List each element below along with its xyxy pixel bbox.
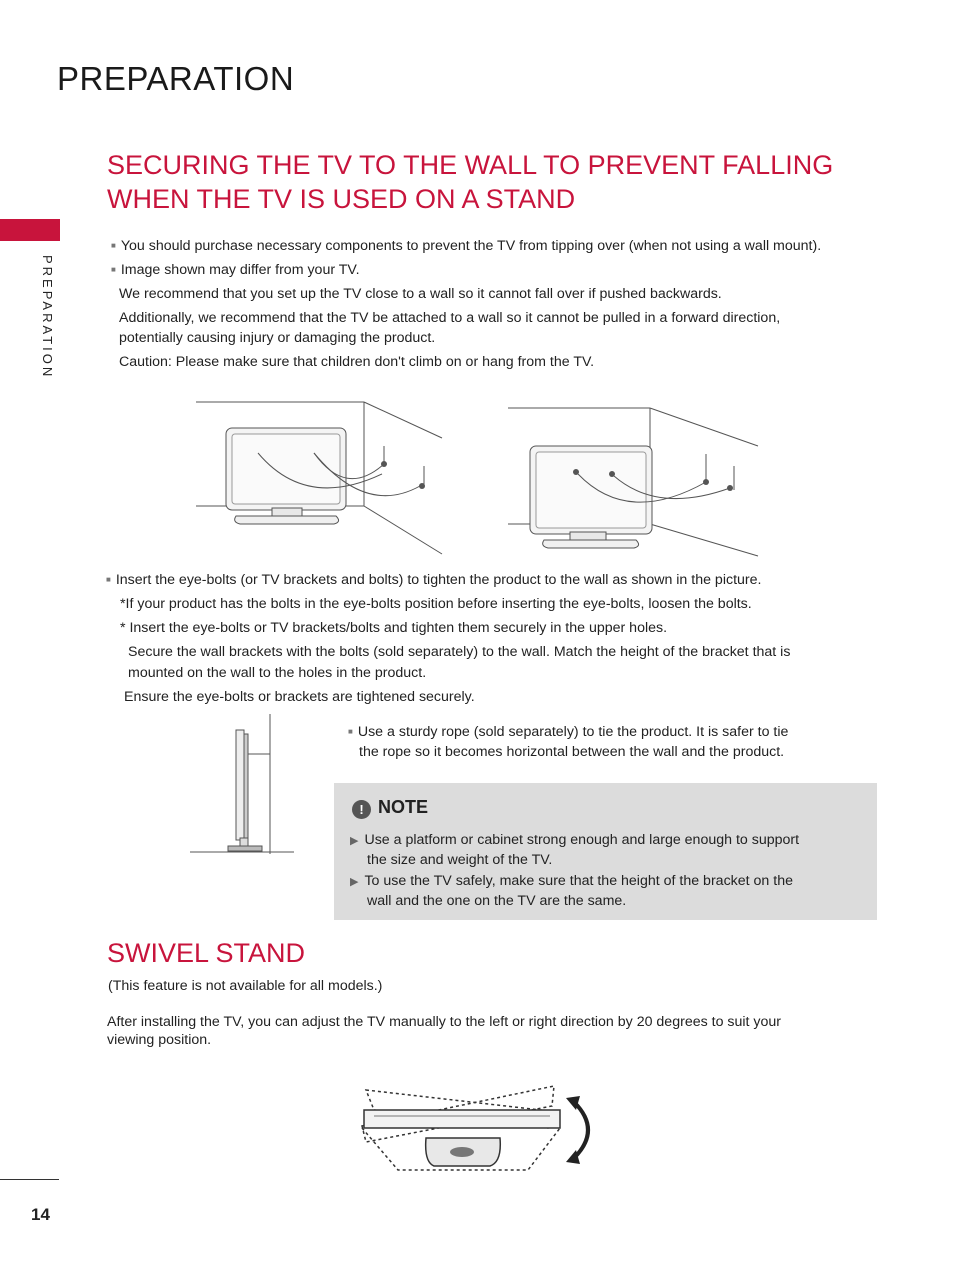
- sub-secure-brackets-line1: Secure the wall brackets with the bolts (sold separately) to the wall. Match the height of the bracket that is: [128, 644, 791, 660]
- tv-wall-illustration-1: [196, 398, 446, 558]
- sub-tighten-upper-holes: * Insert the eye-bolts or TV brackets/bolts and tighten them securely in the upper holes.: [120, 620, 668, 636]
- swivel-para-line2: viewing position.: [107, 1032, 212, 1048]
- triangle-right-icon: ▶: [350, 835, 359, 847]
- para-caution: Caution: Please make sure that children don't climb on or hang from the TV.: [119, 354, 595, 370]
- note-item-1: [350, 830, 799, 851]
- swivel-availability-note: (This feature is not available for all models.): [108, 978, 383, 994]
- section-title-line2: WHEN THE TV IS USED ON A STAND: [107, 184, 576, 214]
- tv-wall-illustration-2: [508, 404, 764, 560]
- side-tab-marker: [0, 219, 60, 241]
- swivel-para-line1: After installing the TV, you can adjust the TV manually to the left or right direction by 20 degrees to suit your: [107, 1014, 782, 1030]
- swivel-stand-illustration: [352, 1082, 604, 1182]
- sub-secure-brackets-line2: mounted on the wall to the holes in the product.: [128, 665, 427, 681]
- para-recommend-wall: We recommend that you set up the TV close to a wall so it cannot fall over if pushed backwards.: [119, 286, 722, 302]
- tv-side-view-illustration: [190, 714, 296, 856]
- side-tab-label: PREPARATION: [40, 255, 55, 380]
- triangle-right-icon: ▶: [350, 876, 359, 888]
- section-title-line1: SECURING THE TV TO THE WALL TO PREVENT FALLING: [107, 150, 834, 180]
- section-title-swivel: SWIVEL STAND: [107, 938, 306, 968]
- exclamation-icon: !: [352, 800, 371, 819]
- bullet-purchase: ■ You should purchase necessary components to prevent the TV from tipping over (when not using a wall mount).: [111, 236, 821, 256]
- para-attach-line2: potentially causing injury or damaging the product.: [119, 330, 436, 346]
- note-item-2-line1: To use the TV safely, make sure that the height of the bracket on the: [364, 873, 793, 889]
- page-title: PREPARATION: [57, 60, 295, 97]
- bullet-insert-eyebolts: ■ Insert the eye-bolts (or TV brackets and bolts) to tighten the product to the wall as shown in the picture.: [106, 570, 761, 590]
- bullet-sturdy-rope-line2: the rope so it becomes horizontal between the wall and the product.: [359, 744, 785, 760]
- sub-ensure-tight: Ensure the eye-bolts or brackets are tightened securely.: [124, 689, 475, 705]
- bullet-sturdy-rope-line1: ■ Use a sturdy rope (sold separately) to tie the product. It is safer to tie: [348, 722, 788, 742]
- note-item-2-line2: wall and the one on the TV are the same.: [367, 893, 627, 909]
- footer-rule: [0, 1179, 59, 1180]
- note-label: NOTE: [378, 797, 429, 817]
- note-item-1-line1: Use a platform or cabinet strong enough and large enough to support: [364, 832, 800, 848]
- note-item-2: [350, 871, 793, 892]
- bullet-image-differs: ■ Image shown may differ from your TV.: [111, 260, 360, 280]
- note-item-1-line2: the size and weight of the TV.: [367, 852, 553, 868]
- para-attach-line1: Additionally, we recommend that the TV be attached to a wall so it cannot be pulled in a forward direction,: [119, 310, 781, 326]
- sub-loosen-bolts: *If your product has the bolts in the eye-bolts position before inserting the eye-bolts, loosen the bolts.: [120, 596, 752, 612]
- page-number: 14: [31, 1205, 50, 1224]
- section-title-securing: [107, 148, 833, 216]
